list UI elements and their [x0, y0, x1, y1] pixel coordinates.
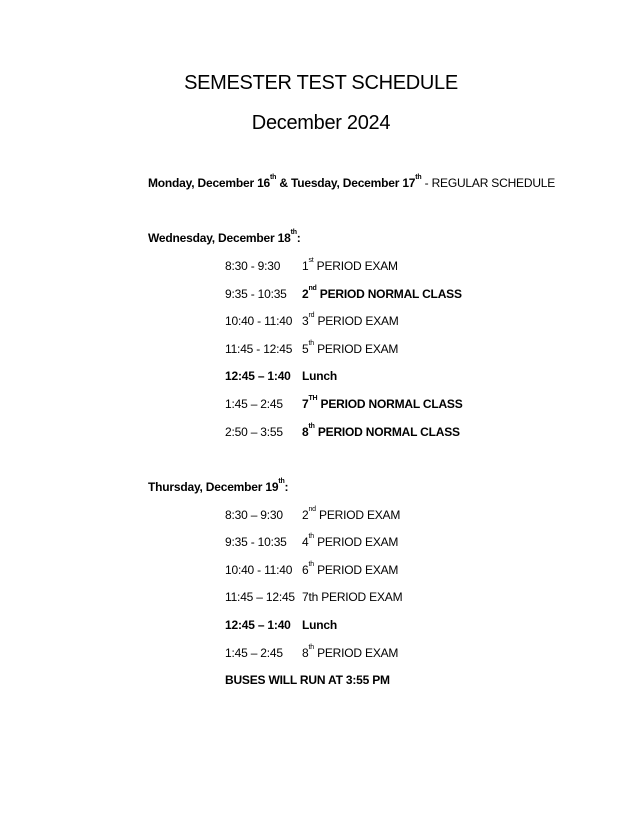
row-time: 1:45 – 2:45 — [225, 397, 283, 411]
row-event-label: PERIOD EXAM — [313, 563, 399, 577]
schedule-row — [0, 508, 642, 524]
wednesday-heading-sup: th — [290, 229, 297, 236]
row-period-sup: th — [308, 340, 314, 347]
schedule-row — [0, 590, 642, 606]
row-period-sup: nd — [308, 285, 317, 292]
schedule-row — [0, 425, 642, 441]
row-period-sup: nd — [308, 506, 316, 513]
regular-schedule-line — [148, 176, 555, 190]
row-event-label: Lunch — [302, 369, 337, 383]
row-period-sup: th — [308, 423, 315, 430]
row-event — [302, 259, 398, 273]
schedule-row-lunch — [0, 369, 642, 385]
schedule-row — [0, 314, 642, 330]
row-period-num: 2 — [302, 508, 309, 522]
schedule-row — [0, 563, 642, 579]
day2-sup: th — [415, 174, 422, 181]
row-time: 10:40 - 11:40 — [225, 314, 293, 328]
row-event — [302, 397, 463, 411]
day1-text: Monday, December 16 — [148, 176, 271, 190]
row-time: 2:50 – 3:55 — [225, 425, 283, 439]
row-time: 8:30 - 9:30 — [225, 259, 281, 273]
row-event-label: PERIOD NORMAL CLASS — [314, 425, 460, 439]
row-event-label: Lunch — [302, 618, 337, 632]
row-period-num: 3 — [302, 314, 309, 328]
wednesday-heading — [148, 231, 301, 245]
row-event-label: PERIOD NORMAL CLASS — [316, 287, 462, 301]
wednesday-heading-text: Wednesday, December 18 — [148, 231, 291, 245]
page-title: SEMESTER TEST SCHEDULE — [184, 72, 458, 94]
row-time: 12:45 – 1:40 — [225, 618, 291, 632]
row-time: 8:30 – 9:30 — [225, 508, 283, 522]
thursday-heading — [148, 480, 288, 494]
schedule-row — [0, 397, 642, 413]
row-event — [302, 314, 399, 328]
row-period-sup: rd — [308, 312, 315, 319]
row-event-label: PERIOD NORMAL CLASS — [317, 397, 463, 411]
row-period-sup: st — [308, 257, 314, 264]
schedule-row — [0, 342, 642, 358]
row-event-label: PERIOD EXAM — [314, 314, 399, 328]
day1-sup: th — [270, 174, 277, 181]
row-period-num: 6 — [302, 563, 309, 577]
schedule-row-lunch — [0, 618, 642, 634]
row-time: 9:35 - 10:35 — [225, 287, 287, 301]
row-event-label: PERIOD EXAM — [313, 535, 399, 549]
row-event — [302, 646, 398, 660]
row-period-num: 2 — [302, 287, 309, 301]
row-period-num: 1 — [302, 259, 309, 273]
bus-notice-text: BUSES WILL RUN AT 3:55 PM — [225, 673, 390, 687]
row-event — [302, 342, 398, 356]
row-time: 11:45 - 12:45 — [225, 342, 293, 356]
row-time: 11:45 – 12:45 — [225, 590, 295, 604]
row-time: 12:45 – 1:40 — [225, 369, 291, 383]
row-period-num: 4 — [302, 535, 309, 549]
schedule-row — [0, 259, 642, 275]
row-event-label: PERIOD EXAM — [313, 342, 399, 356]
row-event — [302, 425, 460, 439]
wednesday-heading-suffix: : — [296, 231, 301, 245]
schedule-row — [0, 535, 642, 551]
day2-text: & Tuesday, December 17 — [276, 176, 416, 190]
row-period-num: 8 — [302, 646, 309, 660]
row-event — [302, 287, 462, 301]
thursday-heading-text: Thursday, December 19 — [148, 480, 279, 494]
row-event — [302, 535, 398, 549]
page-subtitle: December 2024 — [251, 112, 391, 134]
thursday-heading-sup: th — [278, 478, 285, 485]
row-event-label: PERIOD EXAM — [315, 508, 401, 522]
thursday-heading-suffix: : — [284, 480, 289, 494]
row-time: 9:35 - 10:35 — [225, 535, 287, 549]
regular-schedule-note: - REGULAR SCHEDULE — [421, 176, 556, 190]
row-period-sup: th — [308, 561, 314, 568]
row-time: 10:40 - 11:40 — [225, 563, 293, 577]
row-event — [302, 508, 400, 522]
schedule-row — [0, 646, 642, 662]
row-event-label: 7th PERIOD EXAM — [302, 590, 403, 604]
schedule-row — [0, 287, 642, 303]
row-event — [302, 563, 398, 577]
row-event-label: PERIOD EXAM — [313, 646, 399, 660]
row-period-sup: TH — [308, 395, 318, 402]
row-period-num: 7 — [302, 397, 309, 411]
row-period-sup: th — [308, 644, 314, 651]
bus-notice — [0, 673, 642, 689]
row-event-label: PERIOD EXAM — [313, 259, 398, 273]
row-time: 1:45 – 2:45 — [225, 646, 283, 660]
row-period-num: 5 — [302, 342, 309, 356]
row-period-num: 8 — [302, 425, 309, 439]
row-period-sup: th — [308, 533, 314, 540]
